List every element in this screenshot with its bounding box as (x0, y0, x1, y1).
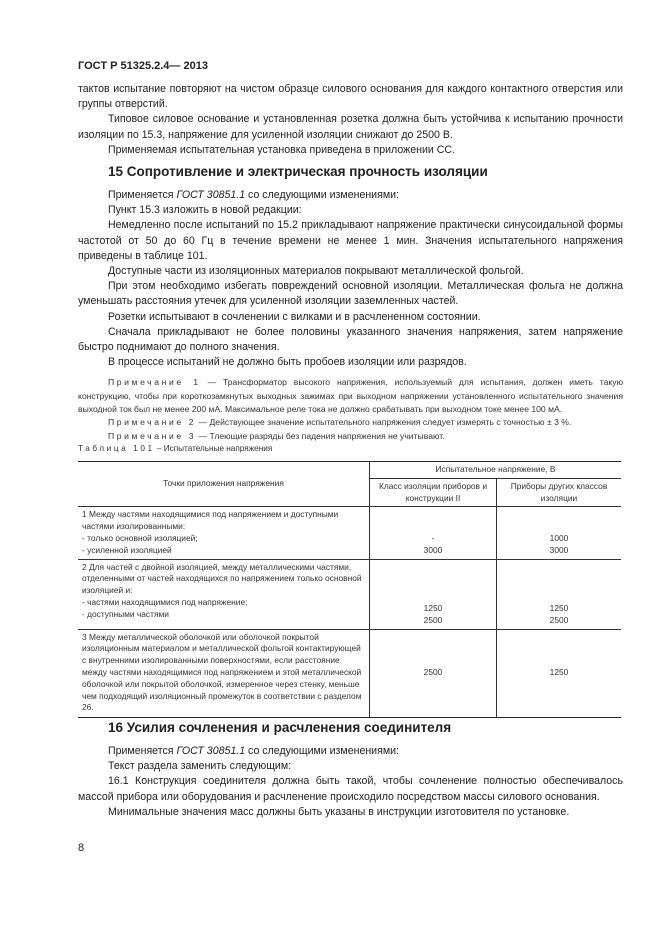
paragraph: При этом необходимо избегать повреждений основной изоляции. Металлическая фольга не должна уменьшать расстояния утечек для усиленной изоляции заземленных частей. (78, 280, 623, 308)
table-row (78, 507, 621, 559)
table-row (78, 559, 621, 629)
section-title: 16 Усилия сочленения и расчленения соединителя (108, 720, 452, 735)
class2-cell: 2500 (370, 629, 497, 717)
paragraph: Сначала прикладывают не более половины указанного значения напряжения, затем напряжение быстро поднимают до полного значения. (78, 325, 623, 354)
applies-paragraph (78, 744, 623, 759)
text: со следующими изменениями: (245, 189, 399, 201)
page-number: 8 (78, 842, 85, 854)
caption-text: – Испытательные напряжения (154, 444, 273, 453)
table-row (78, 629, 621, 717)
class2-cell: 1250 2500 (370, 559, 497, 629)
column-header-points: Точки приложения напряжения (78, 462, 370, 507)
test-voltage-table (78, 461, 623, 718)
other-cell: 1000 3000 (497, 507, 622, 559)
paragraph: Пункт 15.3 изложить в новой редакции: (108, 204, 302, 217)
points-cell: 3 Между металлической оболочкой или оболочкой покрытой изоляционным материалом и металлической фольгой контактирующей с внутренними изолированными поверхностями, если расстояние между частями находящимися под напряжением и этой металлической оболочкой или покрытой оболочкой, измеренное через стенку, меньше чем подходящий изоляционный промежуток в соответствии с разделом 26. (78, 629, 370, 717)
note-1 (78, 376, 623, 416)
section-16 (78, 719, 623, 820)
column-header-class2: Класс изоляции приборов и конструкции II (370, 478, 497, 507)
paragraph: Текст раздела заменить следующим: (108, 760, 292, 773)
paragraph: Применяемая испытательная установка приведена в приложении СС. (108, 143, 455, 156)
points-cell: 1 Между частями находящимися под напряжением и доступными частями изолированными: - только основной изоляцией; - усиленной изоляцией (78, 507, 370, 559)
caption-label: Таблица 101 (78, 444, 155, 453)
note-label: Примечание 3 (108, 430, 197, 441)
note-3 (78, 430, 623, 443)
note-label: Примечание 1 (108, 377, 201, 388)
paragraph: Розетки испытывают в сочленении с вилками и в расчлененном состоянии. (108, 310, 481, 323)
intro-text (78, 82, 623, 158)
standard-reference: ГОСТ 30851.1 (176, 745, 246, 757)
paragraph: тактов испытание повторяют на чистом образце силового основания для каждого контактного отверстия или группы отверстий. (78, 83, 623, 111)
text: со следующими изменениями: (245, 745, 399, 757)
column-header-other: Приборы других классов изоляции (497, 478, 622, 507)
paragraph: В процессе испытаний не должно быть пробоев изоляции или разрядов. (108, 356, 467, 369)
note-text: — Трансформатор высокого напряжения, используемый для испытания, должен иметь такую конструкцию, чтобы при короткозамкнутых выходных зажимах при выходном напряжении установленного испытательного значения выходной ток был не менее 200 мА. Максимальное реле тока не должно срабатывать при выходном токе менее 100 мА. (78, 377, 624, 415)
note-2 (78, 416, 623, 429)
other-cell: 1250 2500 (497, 559, 622, 629)
section-title: 15 Сопротивление и электрическая прочность изоляции (108, 164, 488, 179)
text: Применяется (108, 189, 177, 201)
note-text: — Действующее значение испытательного напряжения следует измерять с точностью ± 3 %. (196, 417, 572, 428)
standard-reference: ГОСТ 30851.1 (176, 189, 246, 201)
class2-cell: - 3000 (370, 507, 497, 559)
paragraph: Минимальные значения масс должны быть указаны в инструкции изготовителя по установке. (108, 805, 570, 818)
note-label: Примечание 2 (108, 417, 197, 428)
paragraph: Доступные части из изоляционных материалов покрывают металлической фольгой. (108, 265, 524, 278)
paragraph: Немедленно после испытаний по 15.2 прикладывают напряжение практически синусоидальной формы частотой от 50 до 60 Гц в течение времени не менее 1 мин. Значения испытательного напряжения приведены в таблице 101. (78, 219, 623, 262)
paragraph: Типовое силовое основание и установленная розетка должна быть устойчива к испытанию прочности изоляции по 15.3, напряжение для усиленной изоляции снижают до 2500 В. (78, 113, 623, 141)
table-caption (78, 444, 623, 453)
applies-paragraph (78, 188, 623, 203)
column-group-header: Испытательное напряжение, В (370, 462, 622, 479)
section-15 (78, 163, 623, 443)
points-cell: 2 Для частей с двойной изоляцией, между металлическими частями, отделенными от частей находящихся по напряжением только основной изоляцией и: - частями находящимися под напряжение; - доступными частями (78, 559, 370, 629)
paragraph: 16.1 Конструкция соединителя должна быть такой, чтобы сочленение полностью обеспечивалось массой прибора или оборудования и расчленение происходило посредством массы силового основания. (78, 775, 623, 803)
text: Применяется (108, 745, 177, 757)
other-cell: 1250 (497, 629, 622, 717)
note-text: — Тлеющие разряды без падения напряжения не учитывают. (196, 430, 445, 441)
document-header: ГОСТ Р 51325.2.4— 2013 (78, 60, 208, 72)
